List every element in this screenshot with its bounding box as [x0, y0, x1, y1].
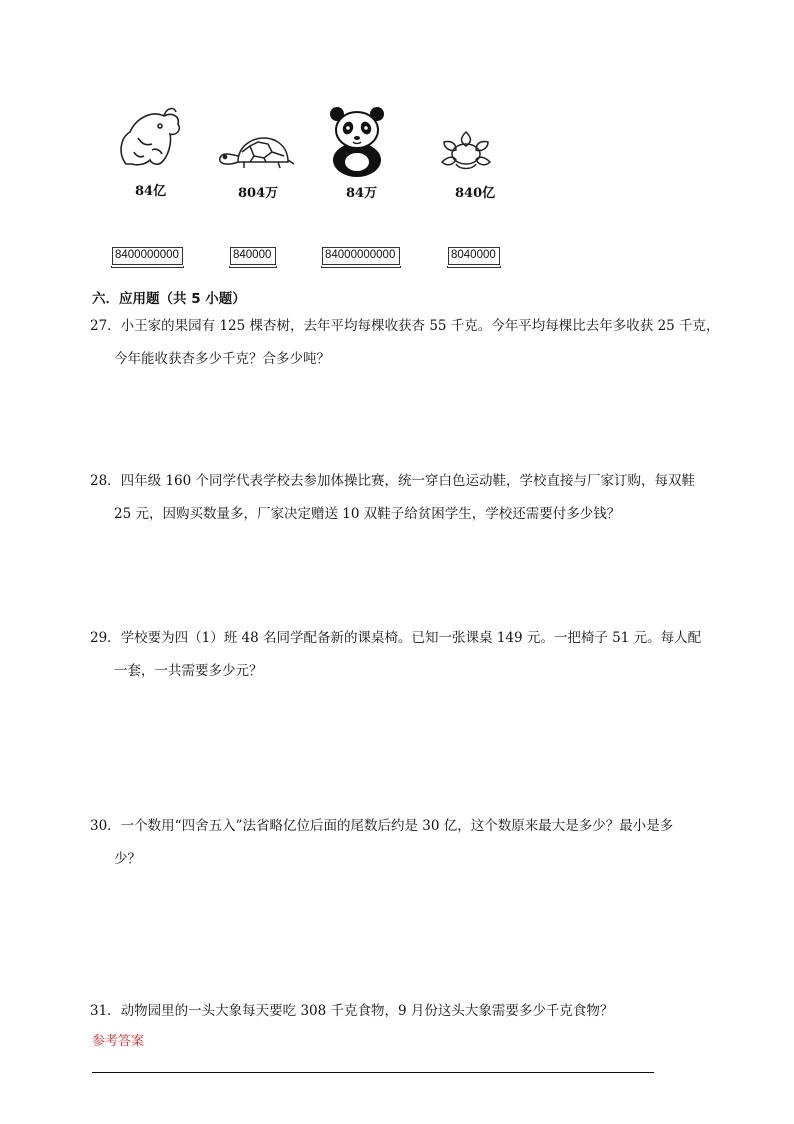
question-30-line2: 少？	[114, 851, 141, 867]
question-30	[90, 810, 720, 876]
question-29	[90, 622, 720, 688]
question-27-line2: 今年能收获杏多少千克？合多少吨？	[114, 351, 330, 367]
divider-line	[92, 1072, 654, 1073]
section-title: 六．应用题（共 5 小题）	[92, 291, 246, 307]
turtle-picture	[214, 134, 294, 174]
question-28-line2: 25 元，因购买数量多，厂家决定赠送 10 双鞋子给贫困学生，学校还需要付多少钱？	[114, 506, 621, 522]
number-box-3: 84000000000	[322, 247, 400, 265]
question-27	[90, 310, 720, 376]
elephant-icon	[112, 104, 188, 176]
number-box-2: 840000	[230, 247, 276, 265]
flower-picture	[438, 128, 494, 176]
flower-icon	[438, 128, 494, 176]
elephant-picture	[112, 104, 188, 176]
question-29-line2: 一套，一共需要多少元？	[114, 663, 263, 679]
elephant-label: 84亿	[135, 184, 167, 199]
question-29-line1: 29．学校要为四（1）班 48 名同学配备新的课桌椅。已知一张课桌 149 元。一把椅子 51 元。每人配	[90, 630, 702, 646]
flower-label: 840亿	[455, 186, 496, 201]
question-31-line1: 31．动物园里的一头大象每天要吃 308 千克食物，9 月份这头大象需要多少千克食物？	[90, 1003, 614, 1019]
question-27-line1: 27．小王家的果园有 125 棵杏树，去年平均每棵收获杏 55 千克。今年平均每棵比去年多收获 25 千克，	[90, 318, 720, 334]
panda-picture	[329, 106, 385, 178]
turtle-label: 804万	[238, 186, 279, 201]
question-30-line1: 30．一个数用“四舍五入”法省略亿位后面的尾数后约是 30 亿，这个数原来最大是多少？最小是多	[90, 818, 674, 834]
question-28-line1: 28．四年级 160 个同学代表学校去参加体操比赛，统一穿白色运动鞋，学校直接与厂家订购，每双鞋	[90, 473, 696, 489]
panda-label: 84万	[346, 186, 378, 201]
turtle-icon	[214, 134, 294, 174]
answer-heading: 参考答案	[92, 1034, 145, 1049]
number-box-4: 8040000	[448, 247, 500, 265]
panda-icon	[329, 106, 385, 178]
number-box-1: 8400000000	[112, 247, 183, 265]
question-28	[90, 465, 720, 531]
question-31	[90, 995, 720, 1028]
